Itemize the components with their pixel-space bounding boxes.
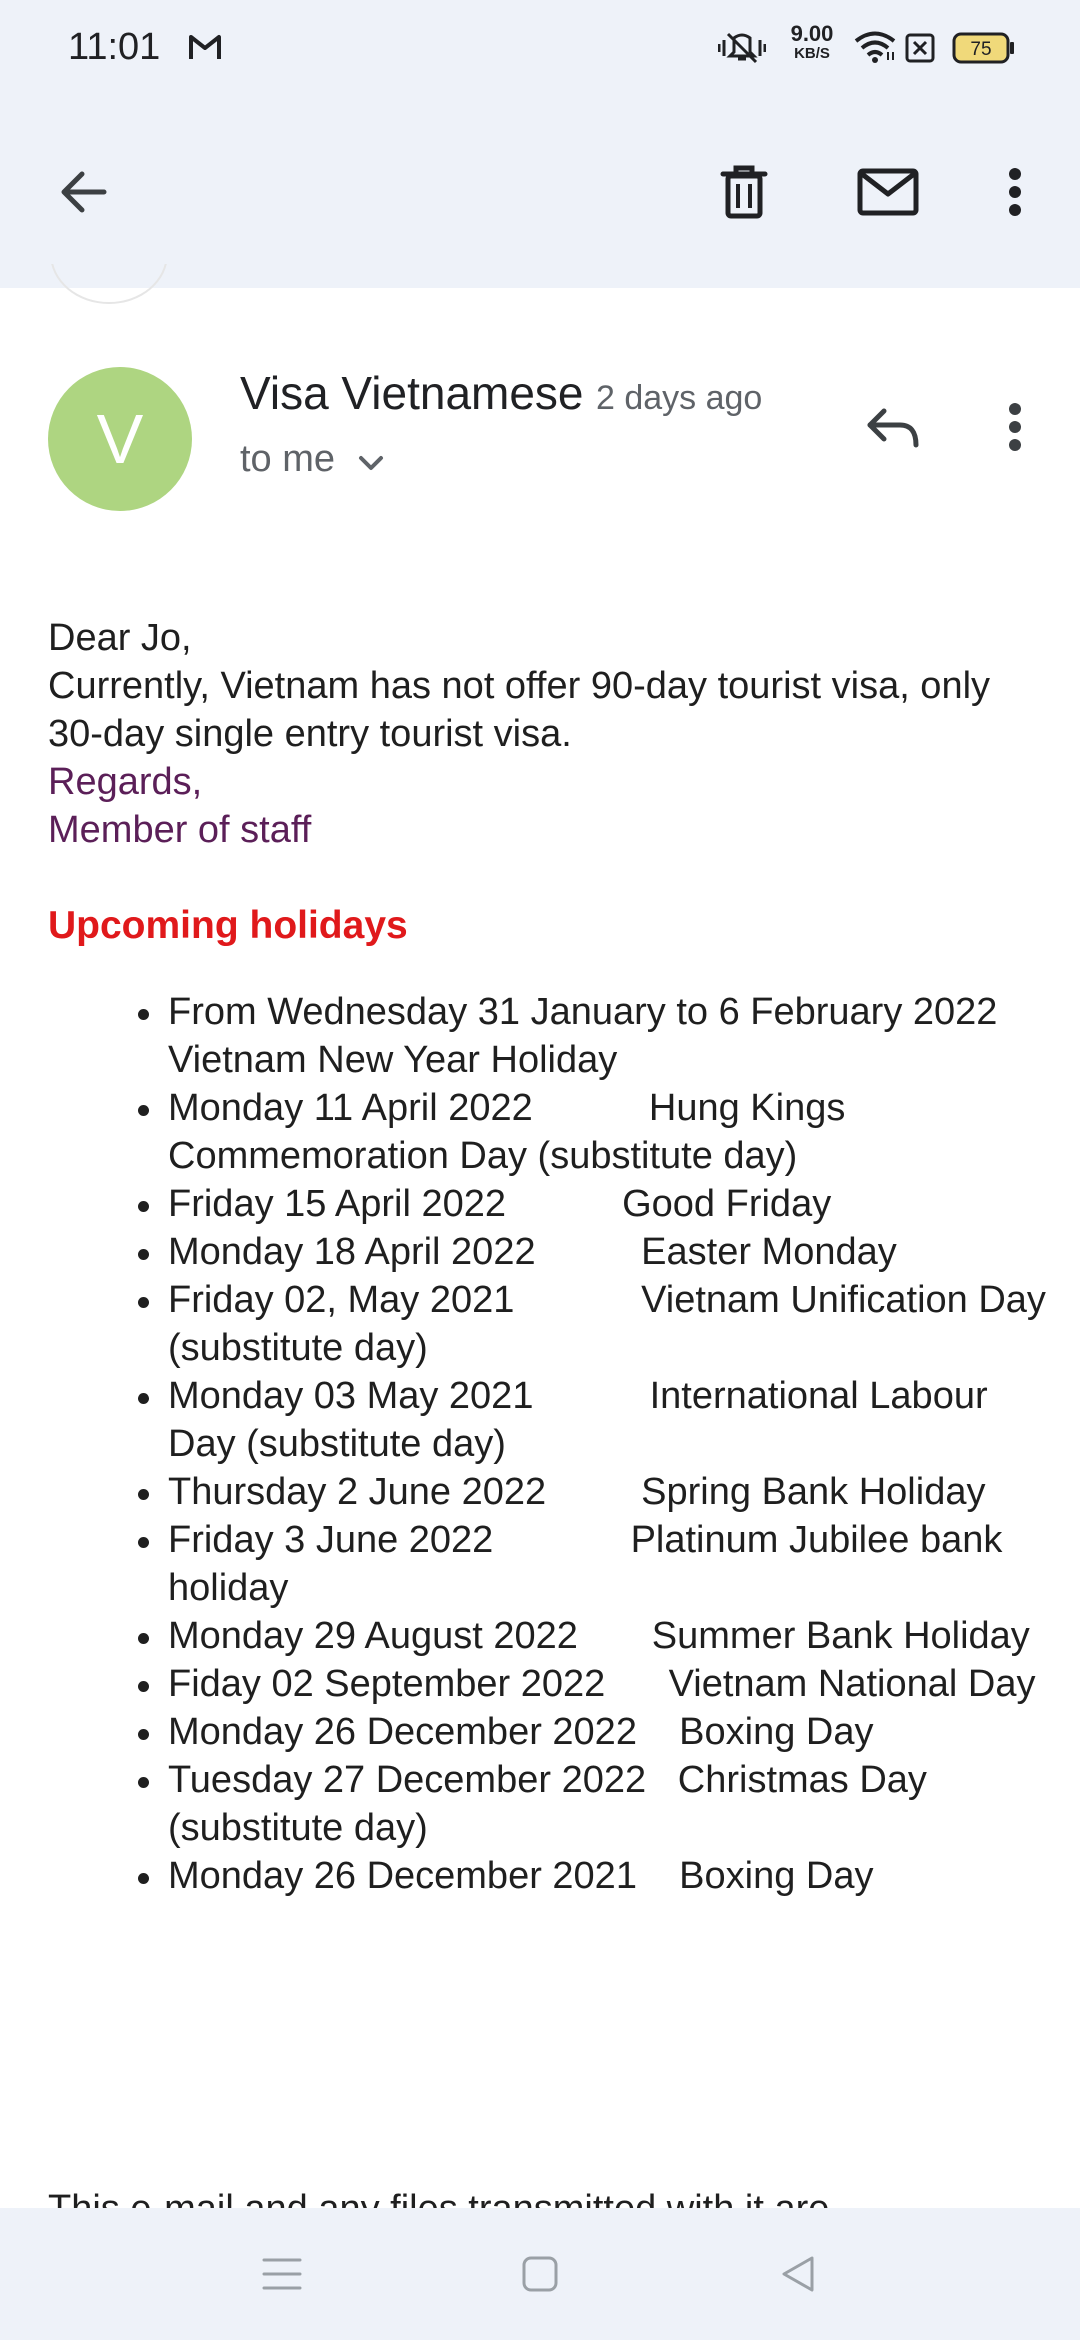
avatar-letter: V — [96, 400, 144, 478]
list-item: Fiday 02 September 2022 Vietnam National Day — [168, 1660, 1058, 1708]
reply-icon — [864, 405, 920, 449]
list-item: Monday 11 April 2022 Hung Kings Commemoration Day (substitute day) — [168, 1084, 1058, 1180]
message-more-button[interactable] — [990, 392, 1040, 462]
triangle-back-icon — [780, 2254, 816, 2294]
list-item: Monday 26 December 2022 Boxing Day — [168, 1708, 1058, 1756]
wifi-icon — [854, 30, 896, 69]
recipient-toggle[interactable] — [240, 438, 385, 481]
more-vertical-icon — [1007, 401, 1023, 453]
menu-icon — [262, 2256, 302, 2292]
gmail-notification-icon — [188, 32, 222, 67]
delete-button[interactable] — [704, 96, 784, 288]
home-button[interactable] — [490, 2208, 590, 2340]
recipient-label: to me — [240, 438, 336, 480]
list-item: Tuesday 27 December 2022 Christmas Day (substitute day) — [168, 1756, 1058, 1852]
reply-button[interactable] — [852, 392, 932, 462]
list-item: Friday 15 April 2022 Good Friday — [168, 1180, 1058, 1228]
holidays-list — [48, 988, 1058, 1900]
holidays-title: Upcoming holidays — [48, 904, 408, 947]
status-time: 11:01 — [68, 26, 161, 68]
app-bar — [0, 96, 1080, 288]
list-item: Thursday 2 June 2022 Spring Bank Holiday — [168, 1468, 1058, 1516]
signoff-regards: Regards, — [48, 761, 203, 803]
system-nav-bar — [0, 2208, 1080, 2340]
more-options-button[interactable] — [990, 96, 1040, 288]
sender-avatar[interactable] — [48, 367, 192, 511]
list-item: Monday 18 April 2022 Easter Monday — [168, 1228, 1058, 1276]
no-sim-icon — [904, 32, 936, 69]
signoff-staff: Member of staff — [48, 809, 312, 851]
list-item: Friday 3 June 2022 Platinum Jubilee bank holiday — [168, 1516, 1058, 1612]
mark-unread-button[interactable] — [848, 96, 928, 288]
list-item: From Wednesday 31 January to 6 February 2022 Vietnam New Year Holiday — [168, 988, 1058, 1084]
square-icon — [521, 2255, 559, 2293]
envelope-icon — [857, 168, 919, 216]
list-item: Friday 02, May 2021 Vietnam Unification Day (substitute day) — [168, 1276, 1058, 1372]
vibrate-mute-icon — [718, 30, 766, 71]
system-back-button[interactable] — [748, 2208, 848, 2340]
chevron-down-icon — [357, 454, 385, 472]
list-item: Monday 29 August 2022 Summer Bank Holiday — [168, 1612, 1058, 1660]
recents-button[interactable] — [232, 2208, 332, 2340]
network-speed-unit: KB/S — [794, 45, 830, 62]
network-speed-value: 9.00 — [790, 21, 834, 46]
list-item: Monday 26 December 2021 Boxing Day — [168, 1852, 1058, 1900]
arrow-left-icon — [56, 166, 108, 218]
body-paragraph: Currently, Vietnam has not offer 90-day tourist visa, only 30-day single entry tourist visa. — [48, 665, 991, 755]
battery-level: 75 — [970, 39, 992, 60]
network-speed — [780, 21, 844, 64]
battery-indicator — [952, 31, 1016, 65]
sender-name: Visa Vietnamese — [240, 367, 584, 419]
back-button[interactable] — [40, 96, 124, 288]
greeting: Dear Jo, — [48, 617, 192, 659]
trash-icon — [719, 164, 769, 220]
list-item: Monday 03 May 2021 International Labour Day (substitute day) — [168, 1372, 1058, 1468]
status-bar — [0, 0, 1080, 96]
more-vertical-icon — [1007, 166, 1023, 218]
message-time: 2 days ago — [595, 379, 763, 417]
message-body — [48, 614, 1057, 1900]
sender-line — [240, 366, 762, 420]
